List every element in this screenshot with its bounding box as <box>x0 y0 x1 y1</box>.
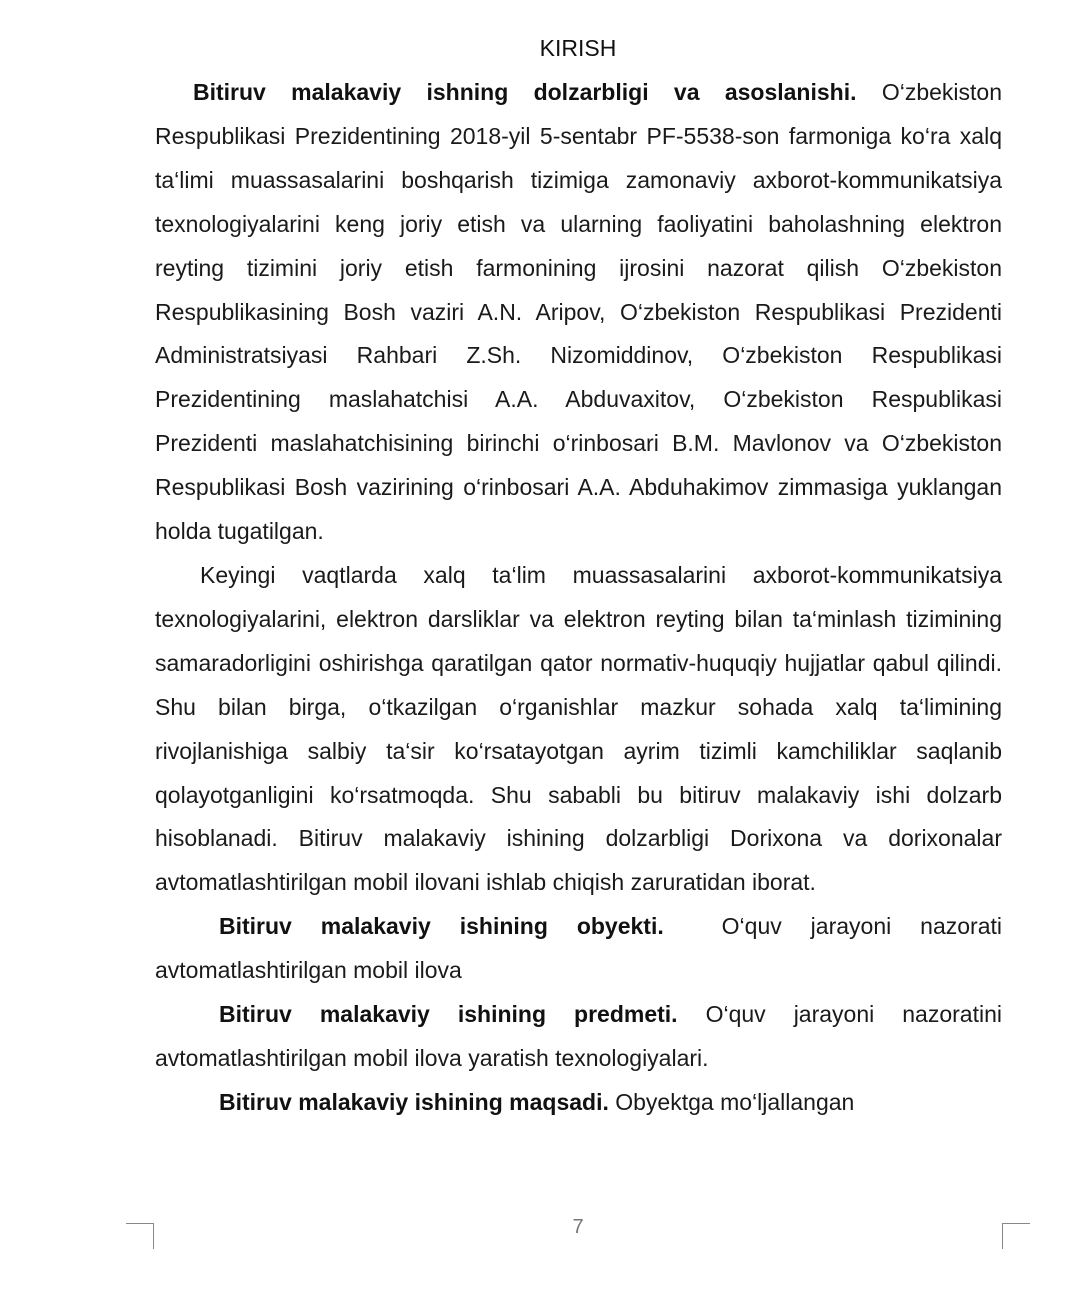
paragraph-heading: Bitiruv malakaviy ishning dolzarbligi va asoslanishi. <box>193 79 857 105</box>
paragraph-subject <box>155 993 1002 1081</box>
paragraph-text: O‘zbekiston Respublikasi Prezidentining 2018-yil 5-sentabr PF-5538-son farmoniga ko‘ra xalq ta‘limi muassasalarini boshqarish tizimiga zamonaviy axborot-kommunikatsiya texnologiyalarini keng joriy etish va ularning faoliyatini baholashning elektron reyting tizimini joriy etish farmonining ijrosini nazorat qilish O‘zbekiston Respublikasining Bosh vaziri A.N. Aripov, O‘zbekiston Respublikasi Prezidenti Administratsiyasi Rahbari Z.Sh. Nizomiddinov, O‘zbekiston Respublikasi Prezidentining maslahatchisi A.A. Abduvaxitov, O‘zbekiston Respublikasi Prezidenti maslahatchisining birinchi o‘rinbosari B.M. Mavlonov va O‘zbekiston Respublikasi Bosh vazirining o‘rinbosari A.A. Abduhakimov zimmasiga yuklangan holda tugatilgan. <box>155 79 1002 545</box>
margin-corner-mark-right <box>1002 1223 1030 1249</box>
body-text <box>155 71 1009 1125</box>
margin-corner-mark-left <box>126 1223 154 1249</box>
paragraph-text: O‘quv jarayoni nazoratini avtomatlashtirilgan mobil ilova yaratish texnologiyalari. <box>155 1001 1002 1071</box>
paragraph-text: Keyingi vaqtlarda xalq ta‘lim muassasalarini axborot-kommunikatsiya texnologiyalarini, elektron darsliklar va elektron reyting bilan ta‘minlash tizimining samaradorligini oshirishga qaratilgan qator normativ-huquqiy hujjatlar qabul qilindi. Shu bilan birga, o‘tkazilgan o‘rganishlar mazkur sohada xalq ta‘limining rivojlanishiga salbiy ta‘sir ko‘rsatayotgan ayrim tizimli kamchiliklar saqlanib qolayotganligini ko‘rsatmoqda. Shu sababli bu bitiruv malakaviy ishi dolzarb hisoblanadi. Bitiruv malakaviy ishining dolzarbligi Dorixona va dorixonalar avtomatlashtirilgan mobil ilovani ishlab chiqish zaruratidan iborat. <box>155 561 1002 896</box>
paragraph-text: O‘quv jarayoni nazorati avtomatlashtirilgan mobil ilova <box>155 913 1009 984</box>
paragraph-heading: Bitiruv malakaviy ishining obyekti. <box>219 913 664 940</box>
page-number: 7 <box>572 1216 584 1238</box>
paragraph-heading: Bitiruv malakaviy ishining maqsadi. <box>219 1088 609 1115</box>
paragraph-object <box>155 905 1009 993</box>
page-title: KIRISH <box>539 35 617 61</box>
paragraph-relevance <box>155 71 1002 554</box>
paragraph-recent-times <box>155 554 1002 905</box>
paragraph-heading: Bitiruv malakaviy ishining predmeti. <box>219 1001 678 1028</box>
paragraph-text: Obyektga mo‘ljallangan <box>608 1088 855 1115</box>
paragraph-goal <box>155 1081 1002 1125</box>
